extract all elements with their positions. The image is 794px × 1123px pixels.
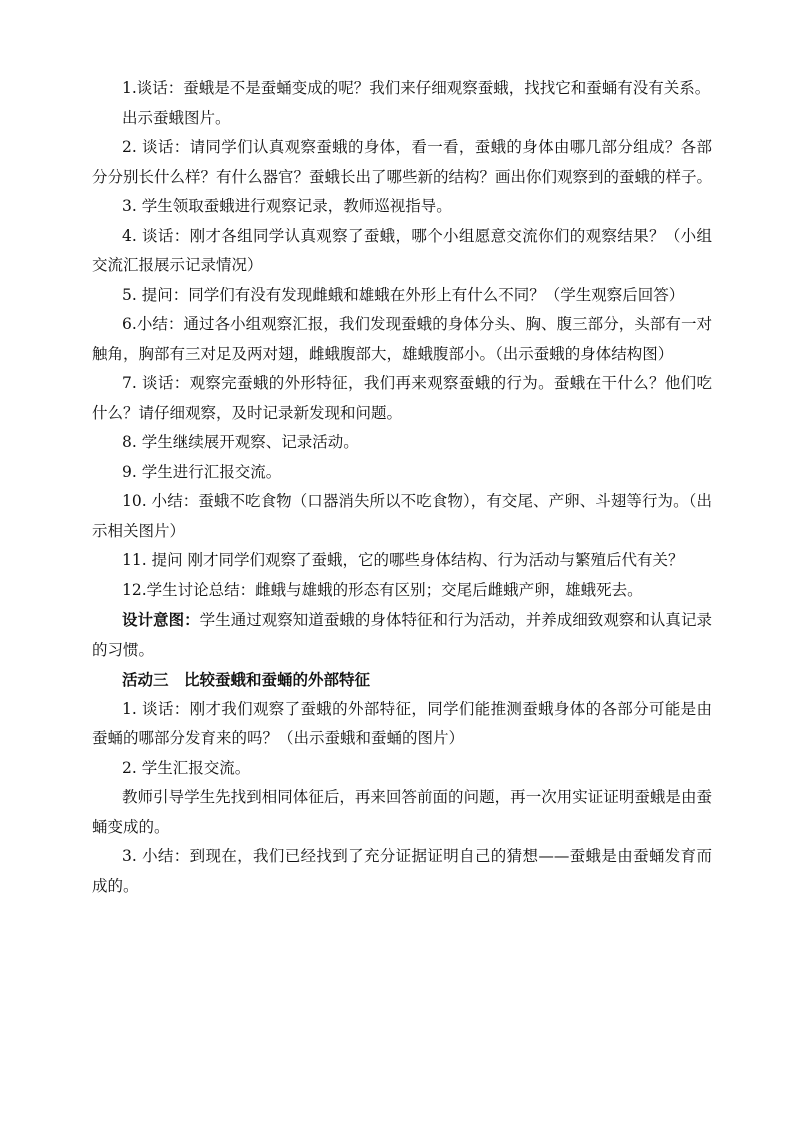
paragraph-3: 2. 谈话：请同学们认真观察蚕蛾的身体，看一看，蚕蛾的身体由哪几部分组成？各部分分别长什么样？有什么器官？蚕蛾长出了哪些新的结构？画出你们观察到的蚕蛾的样子。 <box>92 138 713 186</box>
design-intent-text: 学生通过观察知道蚕蛾的身体特征和行为活动，并养成细致观察和认真记录的习惯。 <box>92 611 712 659</box>
paragraph-9: 8. 学生继续展开观察、记录活动。 <box>122 433 359 451</box>
paragraph-12: 11. 提问 刚才同学们观察了蚕蛾，它的哪些身体结构、行为活动与繁殖后代有关？ <box>122 551 684 569</box>
activity-3-paragraph-3: 教师引导学生先找到相同体征后，再来回答前面的问题，再一次用实证证明蚕蛾是由蚕蛹变成的。 <box>92 788 712 836</box>
activity-3-paragraph-1: 1. 谈话：刚才我们观察了蚕蛾的外部特征，同学们能推测蚕蛾身体的各部分可能是由蚕蛹的哪部分发育来的吗？（出示蚕蛾和蚕蛹的图片） <box>92 699 712 747</box>
paragraph-13: 12.学生讨论总结：雌蛾与雄蛾的形态有区别；交尾后雌蛾产卵，雄蛾死去。 <box>122 580 643 599</box>
document-page <box>92 74 712 901</box>
paragraph-5: 4. 谈话：刚才各组同学认真观察了蚕蛾，哪个小组愿意交流你们的观察结果？（小组交流汇报展示记录情况） <box>92 226 712 274</box>
paragraph-11: 10. 小结：蚕蛾不吃食物（口器消失所以不吃食物），有交尾、产卵、斗翅等行为。（出示相关图片） <box>92 492 712 540</box>
activity-3-heading: 活动三 比较蚕蛾和蚕蛹的外部特征 <box>122 670 371 689</box>
activity-3-paragraph-2: 2. 学生汇报交流。 <box>122 758 251 777</box>
design-intent-label: 设计意图： <box>122 610 200 629</box>
paragraph-6: 5. 提问：同学们有没有发现雌蛾和雄蛾在外形上有什么不同？（学生观察后回答） <box>122 285 685 304</box>
paragraph-4: 3. 学生领取蚕蛾进行观察记录，教师巡视指导。 <box>122 197 452 215</box>
activity-3-paragraph-4: 3. 小结：到现在，我们已经找到了充分证据证明自己的猜想——蚕蛾是由蚕蛹发育而成的。 <box>92 847 712 895</box>
paragraph-8: 7. 谈话：观察完蚕蛾的外形特征，我们再来观察蚕蛾的行为。蚕蛾在干什么？他们吃什么？请仔细观察，及时记录新发现和问题。 <box>92 374 712 422</box>
paragraph-2: 出示蚕蛾图片。 <box>122 108 231 127</box>
paragraph-10: 9. 学生进行汇报交流。 <box>122 462 282 481</box>
design-intent-paragraph <box>92 605 712 665</box>
paragraph-7: 6.小结：通过各小组观察汇报，我们发现蚕蛾的身体分头、胸、腹三部分，头部有一对触角，胸部有三对足及两对翅，雌蛾腹部大，雄蛾腹部小。（出示蚕蛾的身体结构图） <box>92 315 712 363</box>
paragraph-1: 1.谈话：蚕蛾是不是蚕蛹变成的呢？我们来仔细观察蚕蛾，找找它和蚕蛹有没有关系。 <box>122 79 711 97</box>
